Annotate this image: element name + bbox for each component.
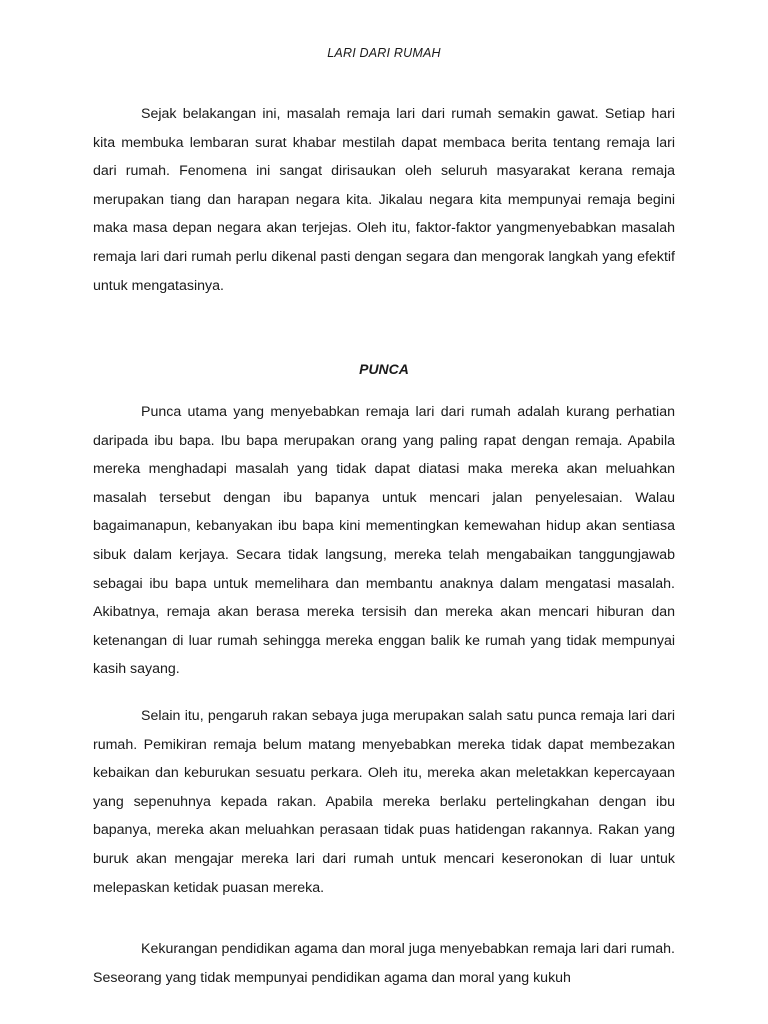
punca-paragraph-2: Selain itu, pengaruh rakan sebaya juga merupakan salah satu punca remaja lari dari rumah. Pemikiran remaja belum matang menyebabkan mereka tidak dapat membezakan kebaikan dan keburukan sesuatu perkara. Oleh itu, mereka akan meletakkan kepercayaan yang sepenuhnya kepada rakan. Apabila mereka berlaku pertelingkahan dengan ibu bapanya, mereka akan meluahkan perasaan tidak puas hatidengan rakannya. Rakan yang buruk akan mengajar mereka lari dari rumah untuk mencari keseronokan di luar untuk melepaskan ketidak puasan mereka. xyxy=(93,708,675,896)
section-heading-punca: PUNCA xyxy=(359,361,409,377)
document-title: LARI DARI RUMAH xyxy=(327,46,441,60)
punca-paragraph-3: Kekurangan pendidikan agama dan moral juga menyebabkan remaja lari dari rumah. Seseorang yang tidak mempunyai pendidikan agama dan moral yang kukuh xyxy=(93,941,675,986)
intro-paragraph: Sejak belakangan ini, masalah remaja lari dari rumah semakin gawat. Setiap hari kita membuka lembaran surat khabar mestilah dapat membaca berita tentang remaja lari dari rumah. Fenomena ini sangat dirisaukan oleh seluruh masyarakat kerana remaja merupakan tiang dan harapan negara kita. Jikalau negara kita mempunyai remaja begini maka masa depan negara akan terjejas. Oleh itu, faktor-faktor yangmenyebabkan masalah remaja lari dari rumah perlu dikenal pasti dengan segara dan mengorak langkah yang efektif untuk mengatasinya. xyxy=(93,106,675,294)
punca-paragraph-1: Punca utama yang menyebabkan remaja lari dari rumah adalah kurang perhatian daripada ibu bapa. Ibu bapa merupakan orang yang paling rapat dengan remaja. Apabila mereka menghadapi masalah yang tidak dapat diatasi maka mereka akan meluahkan masalah tersebut dengan ibu bapanya untuk mencari jalan penyelesaian. Walau bagaimanapun, kebanyakan ibu bapa kini mementingkan kemewahan hidup akan sentiasa sibuk dalam kerjaya. Secara tidak langsung, mereka telah mengabaikan tanggungjawab sebagai ibu bapa untuk memelihara dan membantu anaknya dalam mengatasi masalah. Akibatnya, remaja akan berasa mereka tersisih dan mereka akan mencari hiburan dan ketenangan di luar rumah sehingga mereka enggan balik ke rumah yang tidak mempunyai kasih sayang. xyxy=(93,404,675,678)
